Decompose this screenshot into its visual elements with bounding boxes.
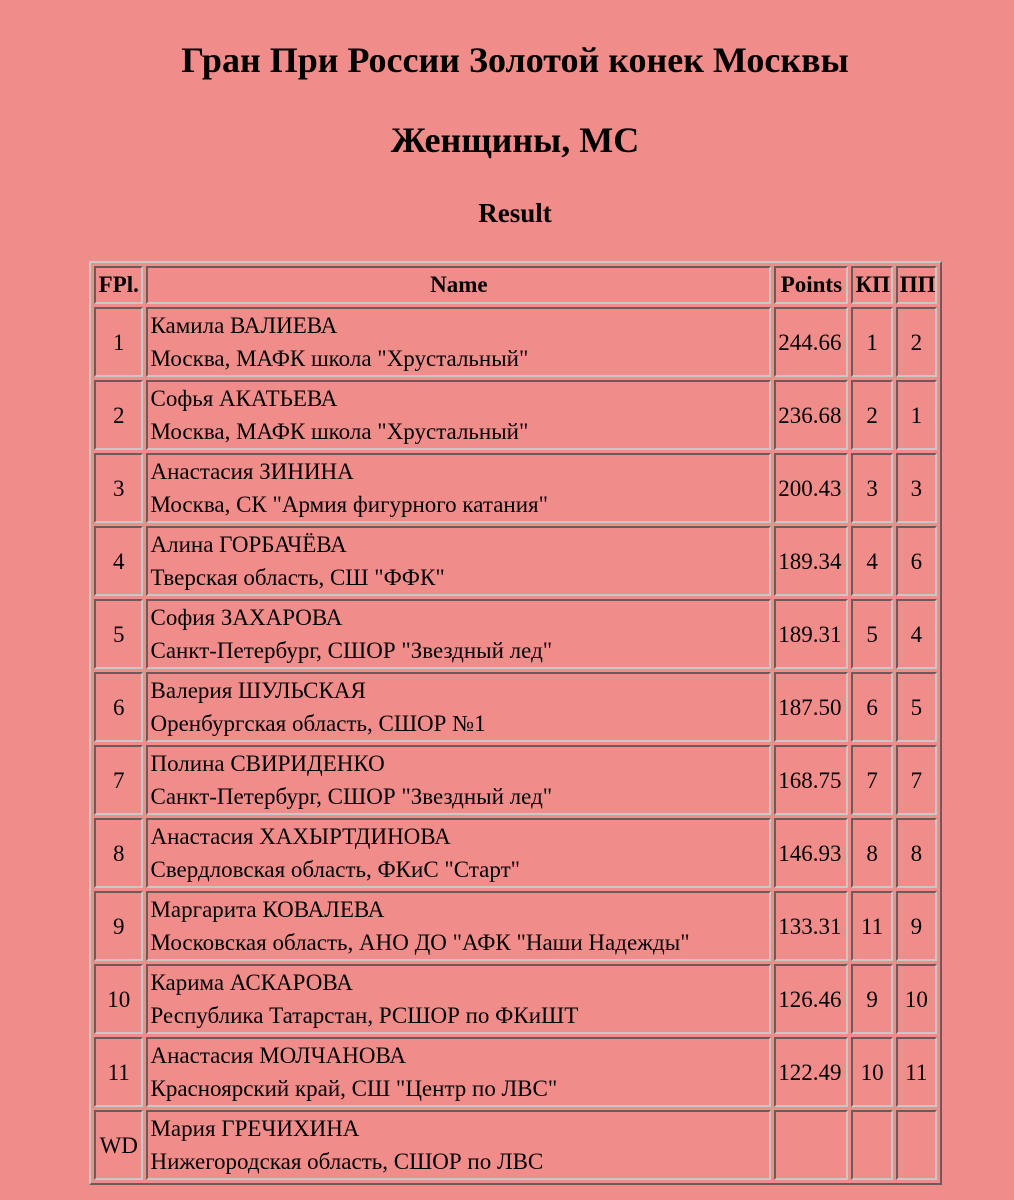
free-program-rank-cell: 1 <box>896 380 937 450</box>
table-row <box>94 307 937 377</box>
free-program-rank-cell: 4 <box>896 599 937 669</box>
skater-club: Красноярский край, СШ "Центр по ЛВС" <box>150 1076 558 1101</box>
free-program-rank-cell: 8 <box>896 818 937 888</box>
skater-club: Тверская область, СШ "ФФК" <box>150 565 445 590</box>
short-program-rank-cell: 1 <box>851 307 892 377</box>
skater-name: Анастасия ЗИНИНА <box>150 459 354 484</box>
place-cell: 3 <box>94 453 143 523</box>
skater-name: Алина ГОРБАЧЁВА <box>150 532 347 557</box>
place-cell: 5 <box>94 599 143 669</box>
free-program-rank-cell: 11 <box>896 1037 937 1107</box>
skater-name: Карима АСКАРОВА <box>150 970 353 995</box>
points-cell: 189.34 <box>774 526 848 596</box>
page-title: Гран При России Золотой конек Москвы <box>181 40 849 80</box>
results-table <box>89 261 942 1185</box>
free-program-rank-cell: 9 <box>896 891 937 961</box>
short-program-rank-cell: 11 <box>851 891 892 961</box>
skater-name: Мария ГРЕЧИХИНА <box>150 1116 360 1141</box>
skater-cell <box>146 380 771 450</box>
column-header-name: Name <box>146 266 771 304</box>
short-program-rank-cell <box>851 1110 892 1180</box>
short-program-rank-cell: 9 <box>851 964 892 1034</box>
skater-cell <box>146 745 771 815</box>
skater-cell <box>146 1037 771 1107</box>
skater-cell <box>146 891 771 961</box>
column-header-place: FPl. <box>94 266 143 304</box>
column-header-points: Points <box>774 266 848 304</box>
short-program-rank-cell: 2 <box>851 380 892 450</box>
short-program-rank-cell: 4 <box>851 526 892 596</box>
table-header-row <box>94 266 937 304</box>
short-program-rank-cell: 7 <box>851 745 892 815</box>
free-program-rank-cell: 2 <box>896 307 937 377</box>
table-row <box>94 380 937 450</box>
place-cell: 10 <box>94 964 143 1034</box>
skater-club: Санкт-Петербург, СШОР "Звездный лед" <box>150 784 553 809</box>
skater-cell <box>146 672 771 742</box>
free-program-rank-cell: 10 <box>896 964 937 1034</box>
points-cell: 189.31 <box>774 599 848 669</box>
place-cell: 8 <box>94 818 143 888</box>
skater-name: Полина СВИРИДЕНКО <box>150 751 385 776</box>
skater-club: Нижегородская область, СШОР по ЛВС <box>150 1149 544 1174</box>
skater-name: Анастасия ХАХЫРТДИНОВА <box>150 824 451 849</box>
place-cell: 6 <box>94 672 143 742</box>
place-cell: 11 <box>94 1037 143 1107</box>
free-program-rank-cell: 5 <box>896 672 937 742</box>
skater-cell <box>146 307 771 377</box>
place-cell: 7 <box>94 745 143 815</box>
short-program-rank-cell: 6 <box>851 672 892 742</box>
skater-club: Москва, МАФК школа "Хрустальный" <box>150 346 529 371</box>
category-title: Женщины, МС <box>390 120 640 160</box>
free-program-rank-cell: 7 <box>896 745 937 815</box>
skater-club: Свердловская область, ФКиС "Старт" <box>150 857 521 882</box>
skater-cell <box>146 818 771 888</box>
skater-club: Москва, СК "Армия фигурного катания" <box>150 492 548 517</box>
skater-name: Анастасия МОЛЧАНОВА <box>150 1043 406 1068</box>
skater-name: Маргарита КОВАЛЕВА <box>150 897 385 922</box>
points-cell: 126.46 <box>774 964 848 1034</box>
short-program-rank-cell: 3 <box>851 453 892 523</box>
table-row <box>94 599 937 669</box>
table-row <box>94 818 937 888</box>
points-cell <box>774 1110 848 1180</box>
column-header-short-program: КП <box>851 266 892 304</box>
skater-name: Валерия ШУЛЬСКАЯ <box>150 678 366 703</box>
points-cell: 122.49 <box>774 1037 848 1107</box>
skater-cell <box>146 599 771 669</box>
free-program-rank-cell <box>896 1110 937 1180</box>
place-cell: 1 <box>94 307 143 377</box>
skater-cell <box>146 964 771 1034</box>
free-program-rank-cell: 6 <box>896 526 937 596</box>
skater-cell <box>146 526 771 596</box>
table-row <box>94 1110 937 1180</box>
short-program-rank-cell: 8 <box>851 818 892 888</box>
table-row <box>94 1037 937 1107</box>
skater-cell <box>146 453 771 523</box>
skater-club: Московская область, АНО ДО "АФК "Наши Надежды" <box>150 930 690 955</box>
table-row <box>94 891 937 961</box>
skater-club: Республика Татарстан, РСШОР по ФКиШТ <box>150 1003 579 1028</box>
free-program-rank-cell: 3 <box>896 453 937 523</box>
table-row <box>94 745 937 815</box>
table-row <box>94 526 937 596</box>
column-header-free-program: ПП <box>896 266 937 304</box>
place-cell: 2 <box>94 380 143 450</box>
points-cell: 146.93 <box>774 818 848 888</box>
points-cell: 236.68 <box>774 380 848 450</box>
table-row <box>94 672 937 742</box>
results-table-body <box>94 307 937 1180</box>
skater-name: Софья АКАТЬЕВА <box>150 386 338 411</box>
place-cell: 9 <box>94 891 143 961</box>
short-program-rank-cell: 5 <box>851 599 892 669</box>
table-row <box>94 453 937 523</box>
place-cell: WD <box>94 1110 143 1180</box>
skater-cell <box>146 1110 771 1180</box>
points-cell: 244.66 <box>774 307 848 377</box>
short-program-rank-cell: 10 <box>851 1037 892 1107</box>
skater-club: Москва, МАФК школа "Хрустальный" <box>150 419 529 444</box>
points-cell: 168.75 <box>774 745 848 815</box>
points-cell: 187.50 <box>774 672 848 742</box>
section-title: Result <box>478 198 552 228</box>
place-cell: 4 <box>94 526 143 596</box>
points-cell: 200.43 <box>774 453 848 523</box>
skater-name: София ЗАХАРОВА <box>150 605 343 630</box>
skater-club: Санкт-Петербург, СШОР "Звездный лед" <box>150 638 553 663</box>
skater-name: Камила ВАЛИЕВА <box>150 313 338 338</box>
skater-club: Оренбургская область, СШОР №1 <box>150 711 486 736</box>
table-row <box>94 964 937 1034</box>
points-cell: 133.31 <box>774 891 848 961</box>
